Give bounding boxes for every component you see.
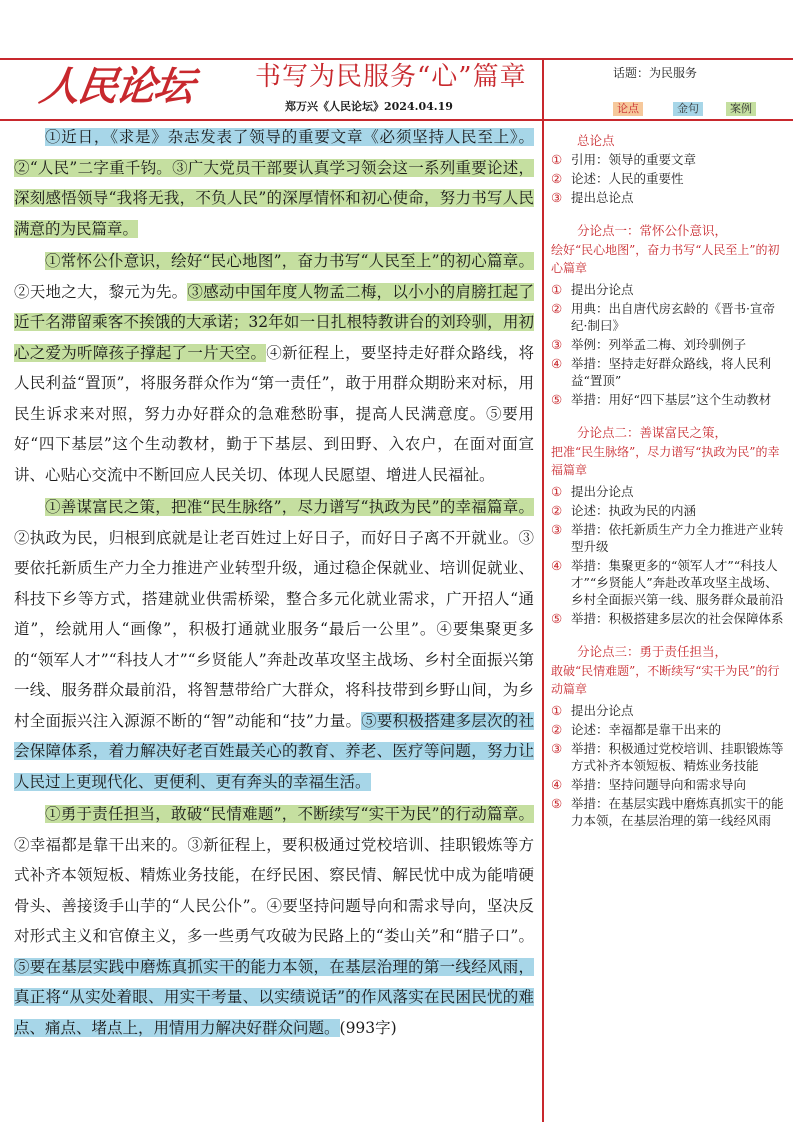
outline-item: ③ 提出总论点 [551,190,634,205]
sentence: ①勇于责任担当，敢破“民情难题”，不断续写“实干为民”的行动篇章。 [45,805,534,823]
section-title: 分论点三：勇于责任担当， [577,644,728,659]
legend-argument: 论点 [613,102,643,116]
outline-item: ① 提出分论点 [551,282,634,297]
sentence: ③广大党员干部要认真学习领会这一系列重要论述，深刻感悟领导“我将无我，不负人民”的深厚情怀和初心使命，努力书写人民满意的为民篇章。 [14,158,534,238]
logo: 人民论坛 [36,63,196,110]
byline: 郑万兴《人民论坛》2024.04.19 [285,100,453,113]
outline-item: ③ 举例：列举孟二梅、刘玲驯例子 [551,337,747,352]
sentence: ⑤要积极搭建多层次的社会保障体系，着力解决好老百姓最关心的教育、养老、医疗等问题，努力让人民过上更现代化、更便利、更有奔头的幸福生活。 [14,711,534,791]
outline-item: ③ 举措：积极通过党校培训、挂职锻炼等方式补齐本领短板、精炼业务技能 [551,741,784,773]
outline-item: ⑤ 举措：积极搭建多层次的社会保障体系 [551,611,784,626]
section-subtitle: 把准“民生脉络”，尽力谱写“执政为民”的幸福篇章 [551,445,780,477]
section-subtitle: 敢破“民情难题”，不断续写“实干为民”的行动篇章 [551,664,780,696]
sentence: ②执政为民，归根到底就是让老百姓过上好日子，而好日子离不开就业。③要依托新质生产力全力推进产业转型升级，通过稳企保就业、培训促就业、科技下乡等方式，搭建就业供需桥梁，整合多元化就业需求，广开招人“通道”，绘就用人“画像”，积极打通就业服务“最后一公里”。④要集聚更多的“领军人才”“科技人才”“乡贤能人”奔赴改革攻坚主战场、乡村全面振兴第一线、服务群众最前沿，将智慧带给广大群众，将科技带到乡野山间，为乡村全面振兴注入源源不断的“智”动能和“技”力量。 [14,528,534,730]
outline-item: ④ 举措：坚持问题导向和需求导向 [551,777,747,792]
sentence: ④新征程上，要坚持走好群众路线，将人民利益“置顶”，将服务群众作为“第一责任”，敢于用群众期盼来对标，用民生诉求来对照，努力办好群众的急难愁盼事，提高人民满意度。⑤要用好“四下基层”这个生动教材，勤于下基层、到田野、入农户，在面对面宣讲、心贴心交流中不断回应人民关切、体现人民愿望、增进人民福祉。 [14,343,534,484]
legend-golden-sentence: 金句 [673,102,703,116]
sentence: ①常怀公仆意识，绘好“民心地图”，奋力书写“人民至上”的初心篇章。 [45,252,534,270]
sentence: ②“人民”二字重千钧。 [14,158,173,177]
sentence: ③感动中国年度人物孟二梅，以小小的肩膀扛起了近千名滞留乘客不挨饿的大承诺；32年如一日扎根特教讲台的刘玲驯，用初心之爱为听障孩子撑起了一片天空。 [14,282,534,362]
outline-item: ④ 举措：坚持走好群众路线，将人民利益“置顶” [551,356,772,388]
outline-item: ① 提出分论点 [551,484,634,499]
paragraph-intro [14,122,534,244]
outline-item: ③ 举措：依托新质生产力全力推进产业转型升级 [551,522,784,554]
sentence: ⑤要在基层实践中磨炼真抓实干的能力本领，在基层治理的第一线经风雨，真正将“从实处着眼、用实干考量、以实绩说话”的作风落实在民困民忧的难点、痛点、堵点上，用情用力解决好群众问题。 [14,957,534,1037]
outline-item: ① 引用：领导的重要文章 [551,152,697,167]
page-title: 书写为民服务“心”篇章 [255,62,527,92]
article-body [14,122,534,1045]
column-divider [542,58,544,1122]
outline-item: ⑤ 举措：用好“四下基层”这个生动教材 [551,392,772,407]
header-bottom-rule [0,119,793,121]
outline-item: ① 提出分论点 [551,703,634,718]
section-subtitle: 绘好“民心地图”，奋力书写“人民至上”的初心篇章 [551,243,780,275]
sentence: ①善谋富民之策，把准“民生脉络”，尽力谱写“执政为民”的幸福篇章。 [45,498,534,516]
outline-item: ② 论述：幸福都是靠干出来的 [551,722,722,737]
word-count: (993字) [339,1018,397,1037]
paragraph-point-3 [14,799,534,1043]
legend-case: 案例 [726,102,756,116]
outline-item: ② 论述：执政为民的内涵 [551,503,697,518]
section-title: 分论点二：善谋富民之策， [577,425,728,440]
outline-item: ② 用典：出自唐代房玄龄的《晋书·宣帝纪·制曰》 [551,301,775,333]
sentence: ①近日，《求是》杂志发表了领导的重要文章《必须坚持人民至上》。 [45,128,534,146]
sidebar-outline [551,122,787,831]
outline-item: ④ 举措：集聚更多的“领军人才”“科技人才”“乡贤能人”奔赴改革攻坚主战场、乡村全面振兴第一线、服务群众最前沿 [551,558,784,607]
sentence: ②幸福都是靠干出来的。③新征程上，要积极通过党校培训、挂职锻炼等方式补齐本领短板、精炼业务技能，在纾民困、察民情、解民忧中成为能啃硬骨头、善接烫手山芋的“人民公仆”。④要坚持问题导向和需求导向，坚决反对形式主义和官僚主义，多一些勇气攻破为民路上的“娄山关”和“腊子口”。 [14,835,534,945]
paragraph-point-1 [14,246,534,490]
outline-item: ⑤ 举措：在基层实践中磨炼真抓实干的能力本领，在基层治理的第一线经风雨 [551,796,784,828]
section-title: 总论点 [577,133,615,148]
outline-item: ② 论述：人民的重要性 [551,171,684,186]
topic-label: 话题：为民服务 [613,66,698,80]
section-title: 分论点一：常怀公仆意识， [577,223,728,238]
sentence: ②天地之大，黎元为先。 [14,282,188,301]
paragraph-point-2 [14,492,534,797]
